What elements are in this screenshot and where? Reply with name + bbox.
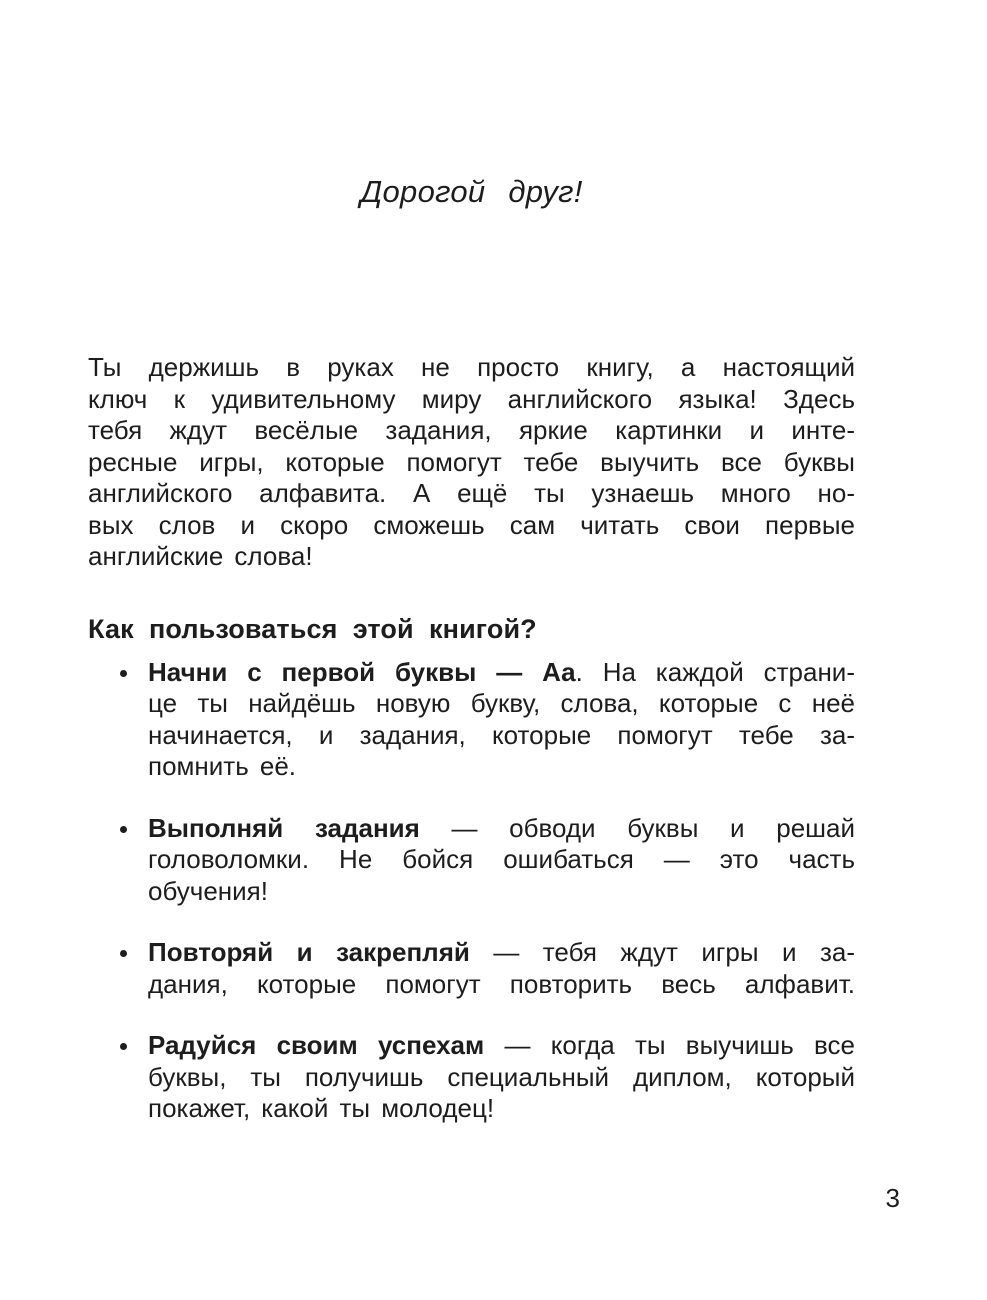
- text-line: [88, 541, 855, 573]
- body-text: Ты держишь в руках не просто книгу, а настоящий: [88, 352, 855, 382]
- text-line: [88, 478, 855, 510]
- bullet-text: [148, 813, 855, 908]
- text-line: [88, 384, 855, 416]
- body-text: — тебя ждут игры и за-: [469, 937, 855, 967]
- bullet-item: [88, 657, 855, 783]
- body-text: тебя ждут весёлые задания, яркие картинки и инте-: [88, 415, 855, 445]
- text-line: [88, 447, 855, 479]
- body-text: головоломки. Не бойся ошибаться — это часть: [148, 844, 855, 874]
- section-heading: Как пользоваться этой книгой?: [88, 613, 537, 644]
- bullet-marker-icon: [120, 950, 127, 957]
- text-line: [148, 751, 855, 783]
- text-line: [148, 657, 855, 689]
- text-line: [148, 1062, 855, 1094]
- bullet-text: [148, 1030, 855, 1125]
- body-text: начинается, и задания, которые помогут тебе за-: [148, 719, 855, 750]
- bullet-marker-icon: [120, 1043, 127, 1050]
- bullet-list: [88, 657, 855, 1125]
- text-line: [148, 969, 855, 1001]
- body-text: . На каждой страни-: [575, 656, 855, 687]
- text-line: [148, 813, 855, 845]
- bullet-text: [148, 937, 855, 1000]
- bullet-item: [88, 937, 855, 1000]
- body-text: покажет, какой ты молодец!: [148, 1093, 495, 1123]
- page-title: Дорогой друг!: [360, 174, 583, 209]
- body-text: обучения!: [148, 875, 268, 906]
- page-number: 3: [885, 1183, 900, 1213]
- body-text: английские слова!: [88, 541, 313, 571]
- text-line: [88, 415, 855, 447]
- bold-text: Радуйся своим успехам: [148, 1030, 485, 1060]
- body-text: вых слов и скоро сможешь сам читать свои первые: [88, 509, 855, 540]
- text-line: [88, 510, 855, 542]
- body-text: помнить её.: [148, 751, 297, 781]
- body-text: дания, которые помогут повторить весь алфавит.: [148, 968, 855, 999]
- text-line: [148, 1030, 855, 1062]
- body-text: — когда ты выучишь все: [484, 1030, 855, 1060]
- bold-text: Выполняй задания: [148, 812, 420, 843]
- intro-paragraph: [88, 352, 855, 573]
- bullet-item: [88, 813, 855, 908]
- bullet-marker-icon: [120, 670, 127, 677]
- bold-text: Повторяй и закрепляй: [148, 937, 470, 967]
- text-line: [148, 720, 855, 752]
- body-text: ключ к удивительному миру английского языка! Здесь: [88, 383, 855, 414]
- body-text: — обводи буквы и решай: [419, 812, 855, 843]
- text-line: [148, 876, 855, 908]
- text-line: [148, 688, 855, 720]
- body-text: ресные игры, которые помогут тебе выучить все буквы: [88, 446, 855, 477]
- text-column: [88, 0, 855, 1155]
- text-line: [88, 352, 855, 384]
- text-line: [148, 1093, 855, 1125]
- body-text: буквы, ты получишь специальный диплом, который: [148, 1061, 855, 1092]
- bold-text: Начни с первой буквы — Аа: [148, 656, 576, 687]
- bullet-item: [88, 1030, 855, 1125]
- text-line: [148, 937, 855, 969]
- bullet-text: [148, 657, 855, 783]
- bullet-marker-icon: [120, 826, 127, 833]
- body-text: английского алфавита. А ещё ты узнаешь много но-: [88, 478, 855, 508]
- body-text: це ты найдёшь новую букву, слова, которые с неё: [148, 688, 855, 718]
- text-line: [148, 844, 855, 876]
